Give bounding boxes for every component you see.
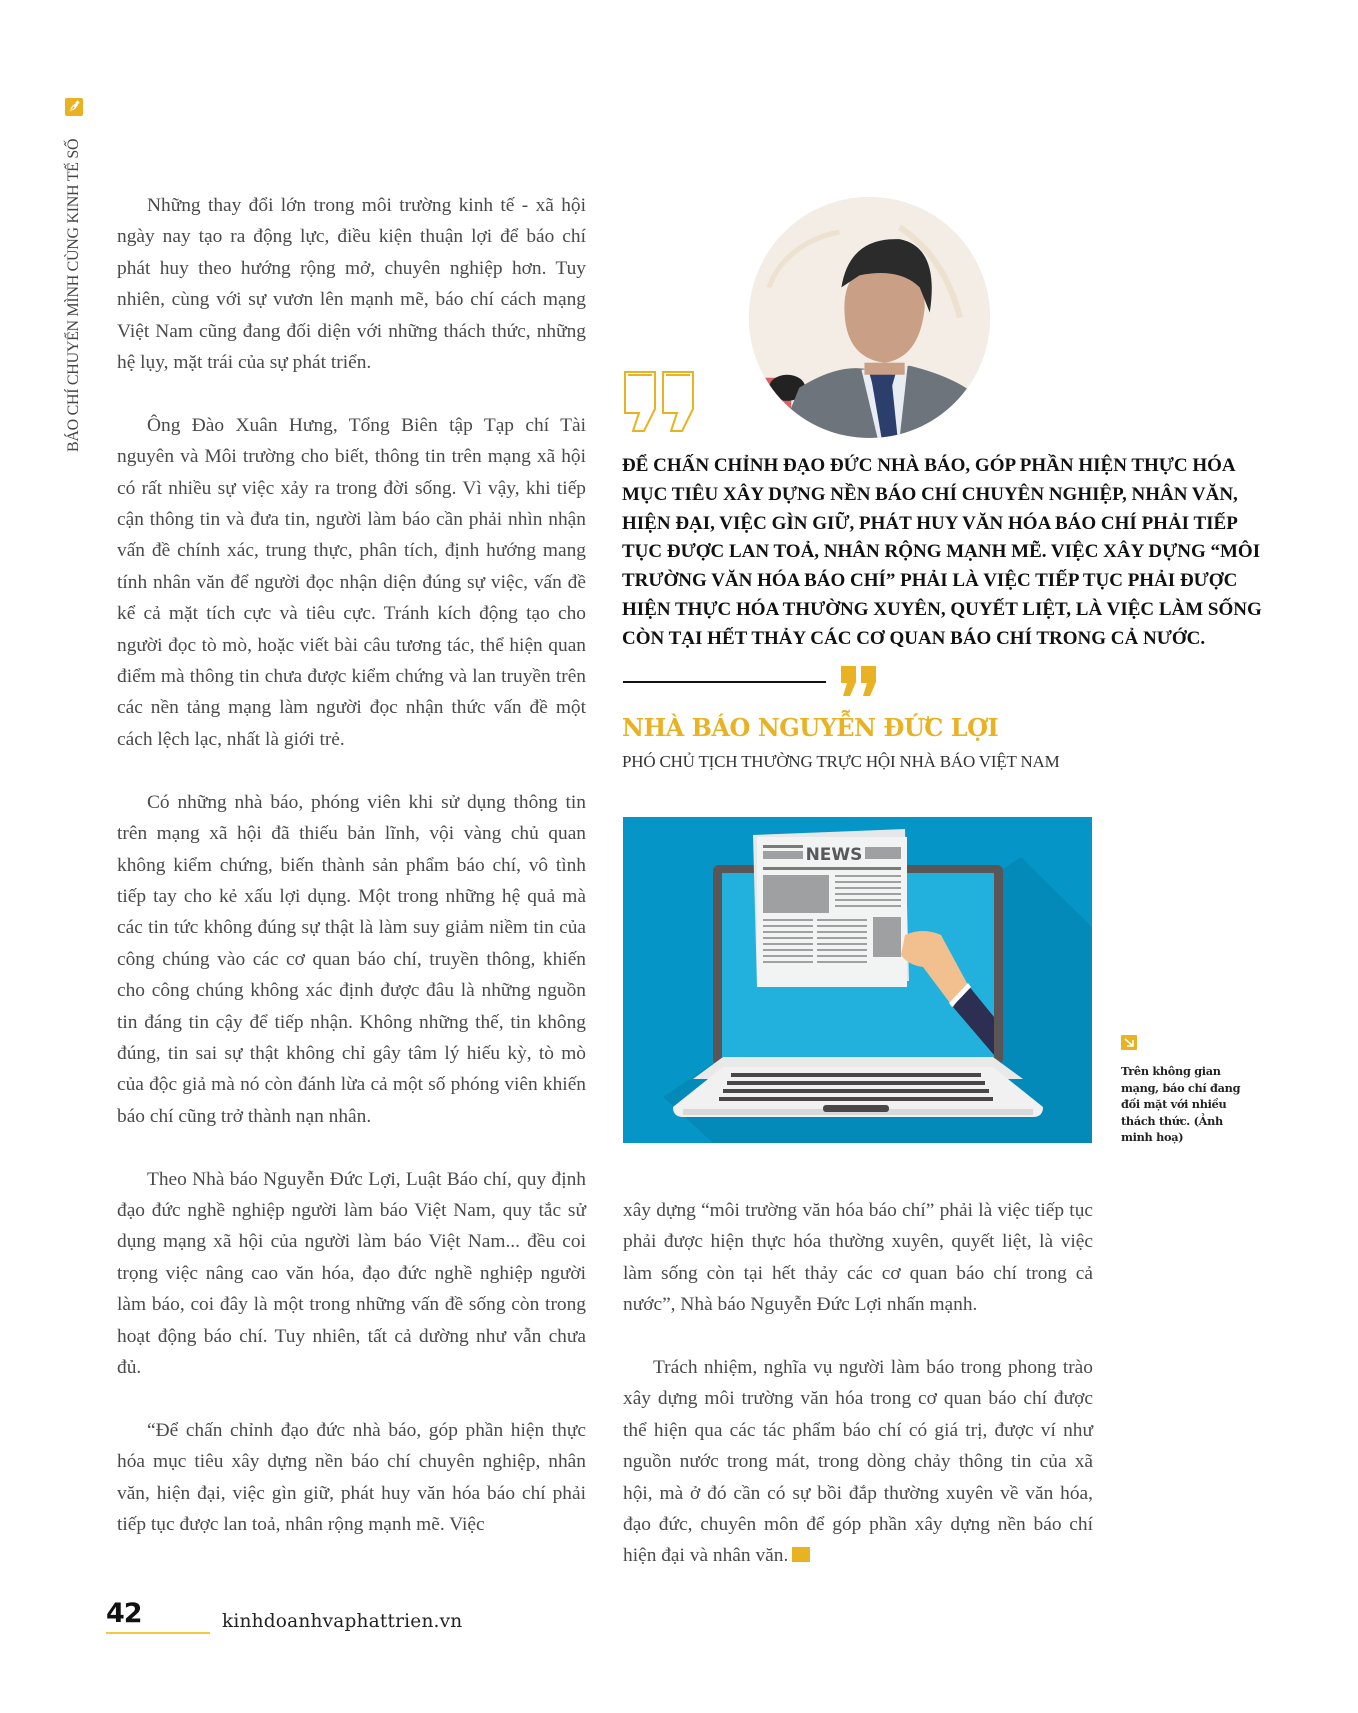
- section-label-text: BÁO CHÍ CHUYỂN MÌNH CÙNG KINH TẾ SỐ: [65, 138, 82, 452]
- pull-quote: ĐỂ CHẤN CHỈNH ĐẠO ĐỨC NHÀ BÁO, GÓP PHẦN HIỆN THỰC HÓA MỤC TIÊU XÂY DỰNG NỀN BÁO CHÍ CHUYÊN NGHIỆP, NHÂN VĂN, HIỆN ĐẠI, VIỆC GÌN GIỮ, PHÁT HUY VĂN HÓA BÁO CHÍ PHẢI TIẾP TỤC ĐƯỢC LAN TOẢ, NHÂN RỘNG MẠNH MẼ. VIỆC XÂY DỰNG “MÔI TRƯỜNG VĂN HÓA BÁO CHÍ” PHẢI LÀ VIỆC TIẾP TỤC PHẢI ĐƯỢC HIỆN THỰC HÓA THƯỜNG XUYÊN, QUYẾT LIỆT, LÀ VIỆC LÀM SỐNG CÒN TẠI HẾT THẢY CÁC CƠ QUAN BÁO CHÍ TRONG CẢ NƯỚC.: [622, 455, 1262, 649]
- paragraph: Ông Đào Xuân Hưng, Tổng Biên tập Tạp chí Tài nguyên và Môi trường cho biết, thông tin trên mạng xã hội có rất nhiều sự việc xảy ra trong đời sống. Vì vậy, khi tiếp cận thông tin và đưa tin, người làm báo cần phải nhìn nhận vấn đề chính xác, trung thực, phân tích, định hướng mang tính nhân văn để người đọc nhận diện đúng sự việc, vấn đề kể cả mặt tích cực và tiêu cực. Tránh kích động tạo cho người đọc tò mò, hoặc viết bài câu tương tác, thể hiện quan điểm mà thông tin chưa được kiểm chứng và lan truyền trên các nền tảng mạng làm người đọc nhận thức vấn đề một cách lệch lạc, nhất là giới trẻ.: [117, 414, 586, 750]
- image-caption: Trên không gian mạng, báo chí đang đối mặt với nhiều thách thức. (Ảnh minh hoạ): [1121, 1064, 1241, 1144]
- section-label: [62, 122, 86, 452]
- page-number: 42: [106, 1598, 142, 1629]
- author-name: NHÀ BÁO NGUYỄN ĐỨC LỢI: [622, 713, 999, 742]
- author-role: PHÓ CHỦ TỊCH THƯỜNG TRỰC HỘI NHÀ BÁO VIỆT NAM: [622, 752, 1060, 771]
- footer-rule: [106, 1632, 210, 1634]
- paragraph: “Để chấn chỉnh đạo đức nhà báo, góp phần hiện thực hóa mục tiêu xây dựng nền báo chí chuyên nghiệp, nhân văn, hiện đại, việc gìn giữ, phát huy văn hóa báo chí phải tiếp tục được lan toả, nhân rộng mạnh mẽ. Việc: [117, 1419, 586, 1535]
- quote-open-icon: [622, 369, 698, 435]
- end-of-article-mark: [792, 1547, 810, 1562]
- website-url: kinhdoanhvaphattrien.vn: [222, 1611, 463, 1632]
- left-column: [117, 190, 586, 1572]
- paragraph: Có những nhà báo, phóng viên khi sử dụng thông tin trên mạng xã hội đã thiếu bản lĩnh, vội vàng chủ quan không kiểm chứng, biến thành sản phẩm báo chí, vô tình tiếp tay cho kẻ xấu lợi dụng. Một trong những hệ quả mà các tin tức không đúng sự thật là làm suy giảm niềm tin của công chúng vào các cơ quan báo chí, truyền thông, khiến cho công chúng không xác định được đâu là những nguồn tin đáng tin cậy để tiếp nhận. Không những thế, tin không đúng, tin sai sự thật không chỉ gây tâm lý hiếu kỳ, tò mò của độc giả mà nó còn đánh lừa cả một số phóng viên khiến báo chí cũng trở thành nạn nhân.: [117, 791, 586, 1127]
- quote-close-icon: [839, 664, 879, 698]
- news-laptop-illustration: [623, 817, 1092, 1143]
- paragraph: Những thay đổi lớn trong môi trường kinh tế - xã hội ngày nay tạo ra động lực, điều kiện thuận lợi để báo chí phát huy theo hướng rộng mở, chuyên nghiệp hơn. Tuy nhiên, cùng với sự vươn lên mạnh mẽ, báo chí cách mạng Việt Nam cũng đang đối diện với những thách thức, những hệ lụy, mặt trái của sự phát triển.: [117, 195, 586, 374]
- paragraph: [623, 1352, 1093, 1572]
- paragraph: xây dựng “môi trường văn hóa báo chí” phải là việc tiếp tục phải được hiện thực hóa thường xuyên, quyết liệt, là việc làm sống còn tại hết thảy các cơ quan báo chí trong cả nước”, Nhà báo Nguyễn Đức Lợi nhấn mạnh.: [623, 1200, 1093, 1316]
- paragraph: Theo Nhà báo Nguyễn Đức Lợi, Luật Báo chí, quy định đạo đức nghề nghiệp người làm báo Việt Nam, quy tắc sử dụng mạng xã hội của người làm báo Việt Nam... đều coi trọng việc nâng cao văn hóa, đạo đức nghề nghiệp người làm báo, coi đây là một trong những vấn đề sống còn trong hoạt động báo chí. Tuy nhiên, tất cả dường như vẫn chưa đủ.: [117, 1168, 586, 1378]
- right-column: [623, 1195, 1093, 1603]
- illustration-headline: NEWS: [805, 845, 863, 865]
- paragraph-text: Trách nhiệm, nghĩa vụ người làm báo trong phong trào xây dựng môi trường văn hóa trong cơ quan báo chí được thể hiện qua các tác phẩm báo chí có giá trị, được ví như nguồn nước trong mát, trong dòng chảy thông tin của xã hội, mà ở đó cần có sự bồi đắp thường xuyên về văn hóa, đạo đức, chuyên môn để góp phần xây dựng nền báo chí hiện đại và nhân văn.: [623, 1357, 1093, 1567]
- quote-divider: [623, 681, 826, 683]
- pen-nib-icon: [65, 98, 83, 116]
- author-portrait: [749, 197, 990, 438]
- arrow-down-right-icon: [1121, 1035, 1137, 1050]
